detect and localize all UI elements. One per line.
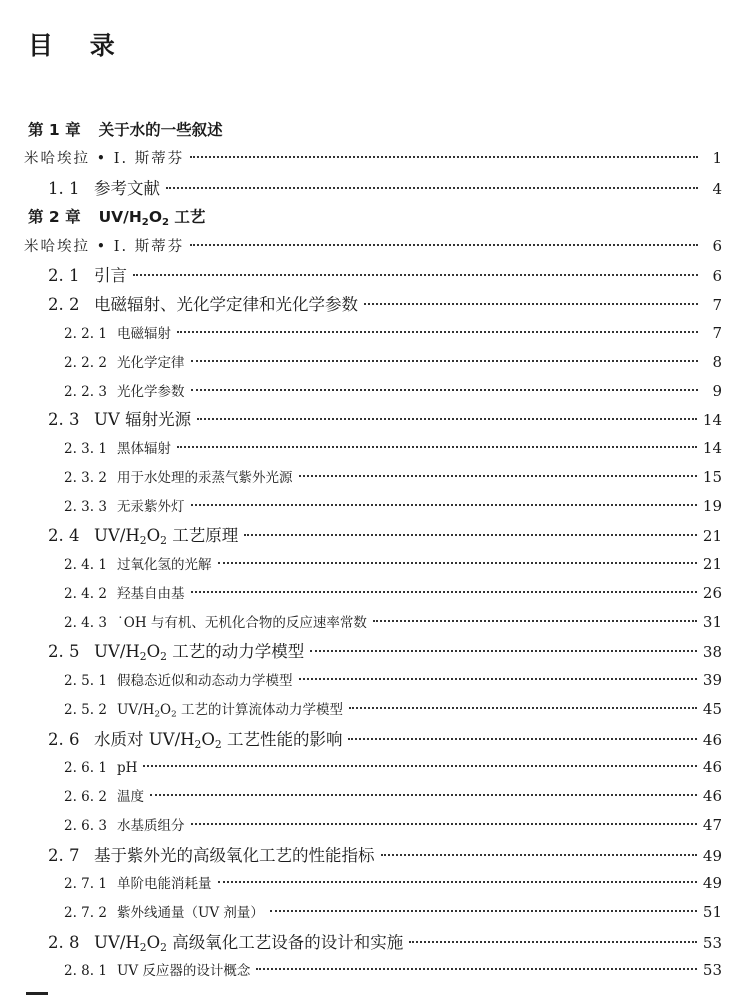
section-number: 2. 6. 1 (64, 759, 107, 776)
chapter-number: 第 1 章 (28, 121, 81, 139)
section-number: 2. 3. 3 (64, 499, 107, 515)
toc-entry-2-7-2[interactable] (64, 901, 722, 921)
toc-entry-2-5-1[interactable] (64, 669, 722, 689)
page-number: 53 (702, 934, 722, 952)
toc-entry-2-4-1[interactable] (64, 553, 722, 573)
section-number: 2. 1 (48, 266, 80, 285)
section-title: 光化学定律 (117, 355, 185, 371)
dot-leader (364, 287, 698, 306)
section-title: 温度 (117, 789, 144, 805)
dot-leader (197, 402, 697, 421)
page-number: 7 (712, 296, 722, 314)
page-number: 26 (702, 584, 722, 602)
section-number: 2. 4. 3 (64, 615, 107, 631)
section-number: 2. 8. 1 (64, 963, 107, 979)
toc-entry-2-5[interactable] (48, 638, 722, 662)
page-number: 21 (702, 555, 722, 573)
section-number: 2. 3. 2 (64, 470, 107, 486)
section-title: 参考文献 (94, 179, 160, 198)
section-title: 电磁辐射、光化学定律和光化学参数 (94, 295, 358, 314)
chapter-2-author-entry[interactable] (24, 234, 722, 256)
section-title: ˙OH 与有机、无机化合物的反应速率常数 (117, 615, 367, 631)
dot-leader (381, 838, 697, 857)
section-title: 黑体辐射 (117, 441, 171, 457)
page-number: 6 (712, 267, 722, 285)
section-number: 2. 5 (48, 642, 80, 661)
page-number: 14 (702, 439, 722, 457)
author-name: 米哈埃拉 • I. 斯蒂芬 (24, 150, 185, 167)
toc-entry-2-8[interactable] (48, 929, 722, 953)
toc-entry-2-8-1[interactable] (64, 959, 722, 979)
dot-leader (166, 171, 698, 190)
toc-entry-2-3-1[interactable] (64, 437, 722, 457)
dot-leader (218, 868, 697, 884)
dot-leader (348, 722, 696, 741)
page-number: 53 (702, 961, 722, 979)
section-title: 电磁辐射 (117, 326, 171, 342)
section-title: $UV/H_2O_2$ 工艺的计算流体动力学模型 (117, 702, 343, 720)
section-number: 2. 3. 1 (64, 441, 107, 457)
page-number: 39 (702, 671, 722, 689)
dot-leader (349, 694, 697, 710)
section-title: 羟基自由基 (117, 586, 185, 602)
page-number: 1 (712, 148, 722, 167)
dot-leader (191, 376, 699, 392)
page-title: 目 录 (28, 31, 129, 60)
toc-entry-2-1[interactable] (48, 262, 722, 286)
dot-leader (177, 318, 698, 334)
section-title: $UV/H_2O_2$ 工艺原理 (94, 526, 239, 548)
toc-entry-2-3-3[interactable] (64, 495, 722, 515)
dot-leader (191, 491, 697, 507)
section-title: 引言 (94, 266, 127, 285)
page-number: 45 (702, 700, 722, 718)
toc-entry-2-6[interactable] (48, 726, 722, 750)
toc-entry-2-2-2[interactable] (64, 351, 722, 371)
section-number: 2. 7. 1 (64, 876, 107, 892)
section-title: pH (117, 759, 138, 776)
section-number: 2. 6. 3 (64, 818, 107, 834)
toc-entry-2-4-2[interactable] (64, 582, 722, 602)
page-number: 7 (712, 324, 722, 342)
chapter-1-author-entry[interactable] (24, 146, 722, 168)
page-number: 49 (702, 874, 722, 892)
toc-entry-2-2-1[interactable] (64, 322, 722, 342)
section-title: UV 辐射光源 (94, 410, 192, 429)
dot-leader (244, 518, 697, 537)
dot-leader (191, 347, 699, 363)
dot-leader (299, 462, 697, 478)
section-title: $UV/H_2O_2$ 高级氧化工艺设备的设计和实施 (94, 933, 404, 955)
section-title: 单阶电能消耗量 (117, 876, 212, 892)
section-title: 用于水处理的汞蒸气紫外光源 (117, 470, 293, 486)
section-number: 2. 4 (48, 526, 80, 545)
section-number: 2. 4. 1 (64, 557, 107, 573)
dot-leader (310, 634, 697, 653)
toc-entry-2-3-2[interactable] (64, 466, 722, 486)
dot-leader (218, 549, 697, 565)
dot-leader (191, 810, 697, 826)
dot-leader (373, 607, 697, 623)
author-name: 米哈埃拉 • I. 斯蒂芬 (24, 238, 185, 255)
dot-leader (409, 925, 697, 944)
dot-leader (150, 781, 697, 797)
section-number: 2. 8 (48, 933, 80, 952)
section-title: 水质对 $UV/H_2O_2$ 工艺性能的影响 (94, 730, 343, 752)
section-title: 过氧化氢的光解 (117, 557, 212, 573)
section-title: 假稳态近似和动态动力学模型 (117, 673, 293, 689)
page-number: 21 (702, 527, 722, 545)
page-number: 15 (702, 468, 722, 486)
section-number: 2. 2. 2 (64, 355, 107, 371)
page-number: 19 (702, 497, 722, 515)
page-number: 47 (702, 816, 722, 834)
section-number: 2. 5. 1 (64, 673, 107, 689)
section-title: 无汞紫外灯 (117, 499, 185, 515)
page-number: 46 (702, 731, 722, 749)
section-number: 2. 7. 2 (64, 905, 107, 921)
section-number: 2. 4. 2 (64, 586, 107, 602)
toc-entry-2-6-3[interactable] (64, 814, 722, 834)
dot-leader (191, 578, 697, 594)
section-title: 光化学参数 (117, 384, 185, 400)
page-number: 49 (702, 847, 722, 865)
section-number: 2. 6 (48, 730, 80, 749)
section-title: 基于紫外光的高级氧化工艺的性能指标 (94, 846, 375, 865)
page-number: 46 (702, 757, 722, 776)
page-number: 14 (702, 411, 722, 429)
dot-leader (190, 229, 698, 246)
chapter-title: 关于水的一些叙述 (98, 121, 223, 139)
toc-entry-2-7[interactable] (48, 842, 722, 866)
dot-leader (143, 751, 696, 767)
section-number: 2. 7 (48, 846, 80, 865)
page-number: 8 (712, 353, 722, 371)
page-number: 38 (702, 643, 722, 661)
dot-leader (270, 897, 697, 913)
section-number: 2. 2. 3 (64, 384, 107, 400)
page-number: 4 (712, 180, 722, 198)
page-number: 46 (702, 787, 722, 805)
page-edge-mark (26, 992, 48, 995)
page-number: 31 (702, 613, 722, 631)
toc-entry-2-4[interactable] (48, 522, 722, 546)
toc-entry-2-3[interactable] (48, 406, 722, 430)
toc-entry-2-4-3[interactable] (64, 611, 722, 631)
section-number: 1. 1 (48, 179, 80, 198)
page-number: 9 (712, 382, 722, 400)
section-title: 紫外线通量（UV 剂量） (117, 905, 264, 921)
page-number: 6 (712, 236, 722, 255)
chapter-title: $UV/H_2O_2$ 工艺 (98, 208, 206, 229)
toc-entry-2-6-1[interactable] (64, 756, 722, 776)
dot-leader (177, 433, 697, 449)
section-title: 水基质组分 (117, 818, 185, 834)
section-number: 2. 2. 1 (64, 326, 107, 342)
toc-entry-1-1[interactable] (48, 175, 722, 199)
toc-entry-2-2-3[interactable] (64, 380, 722, 400)
section-number: 2. 6. 2 (64, 789, 107, 805)
toc-entry-2-5-2[interactable] (64, 698, 722, 718)
section-title: UV 反应器的设计概念 (117, 963, 251, 979)
section-number: 2. 2 (48, 295, 80, 314)
toc-entry-2-7-1[interactable] (64, 872, 722, 892)
dot-leader (299, 665, 697, 681)
section-number: 2. 3 (48, 410, 80, 429)
chapter-number: 第 2 章 (28, 208, 81, 226)
dot-leader (133, 258, 698, 277)
dot-leader (256, 955, 696, 971)
toc-entry-2-6-2[interactable] (64, 785, 722, 805)
page-number: 51 (702, 903, 722, 921)
chapter-1-heading[interactable] (28, 118, 722, 140)
dot-leader (190, 141, 698, 158)
chapter-2-heading[interactable] (28, 205, 722, 227)
toc-entry-2-2[interactable] (48, 291, 722, 315)
section-number: 2. 5. 2 (64, 702, 107, 718)
section-title: $UV/H_2O_2$ 工艺的动力学模型 (94, 642, 305, 664)
